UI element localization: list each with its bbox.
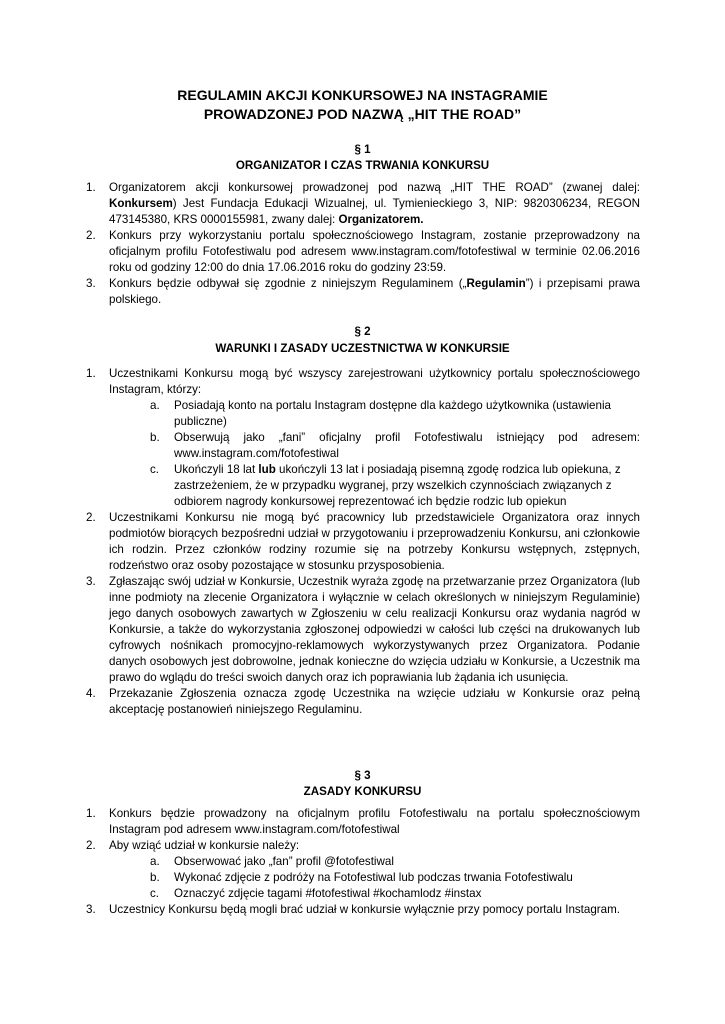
section-3-mark: § 3 — [354, 769, 371, 782]
subitem-text: Oznaczyć zdjęcie tagami #fotofestiwal #kochamlodz #instax — [174, 887, 482, 900]
item-number: 2. — [86, 839, 96, 852]
item-text: Uczestnicy Konkursu będą mogli brać udział w konkursie wyłącznie przy pomocy portalu Instagram. — [109, 903, 620, 916]
section-1-list — [86, 180, 640, 308]
item-number: 3. — [86, 575, 96, 588]
section-3-heading: ZASADY KONKURSU — [303, 785, 422, 798]
item-bold-term: Organizatorem. — [338, 213, 424, 226]
section-3-subitem-b — [86, 870, 640, 886]
item-text: Zgłaszając swój udział w Konkursie, Uczestnik wyraża zgodę na przetwarzanie przez Organizatora (lub inne podmioty na zlecenie Organizatora i wyłącznie w celach określonych w niniejszym Regulaminie) jego danych osobowych zawartych w Zgłoszeniu w celu realizacji Konkursu oraz wydania nagród w Konkursie, a także do wykorzystania zgłoszonej odpowiedzi w całości lub części na drukowanych lub cyfrowych nośnikach promocyjno-reklamowych wykorzystywanych przez Organizatora. Podanie danych osobowych jest dobrowolne, jednak konieczne do wzięcia udziału w Konkursie, a Uczestnik ma prawo do wglądu do treści swoich danych oraz ich poprawiania lub żądania ich usunięcia. — [109, 575, 640, 684]
section-2-list — [86, 366, 640, 718]
section-2-item-3 — [86, 574, 640, 686]
section-1-item-2 — [86, 228, 640, 276]
section-3-item-1 — [86, 806, 640, 838]
subitem-label: b. — [150, 431, 160, 444]
section-1-mark: § 1 — [354, 143, 371, 156]
section-3-subitem-a — [86, 854, 640, 870]
subitem-text: Obserwują jako „fani” oficjalny profil Fotofestiwalu istniejący pod adresem: www.instagram.com/fotofestiwal — [174, 431, 640, 460]
document-title-line-1: REGULAMIN AKCJI KONKURSOWEJ NA INSTAGRAMIE — [177, 87, 548, 103]
section-3-item-2 — [86, 838, 640, 854]
document-title-line-2: PROWADZONEJ POD NAZWĄ „HIT THE ROAD” — [203, 106, 522, 122]
subitem-text: ukończyli 13 lat i posiadają pisemną zgodę rodzica lub opiekuna, z zastrzeżeniem, że w przypadku wygranej, przy wszelkich czynnościach związanych z odbiorem nagrody konkursowej reprezentować ich będzie rodzic lub opiekun — [174, 463, 621, 508]
section-2-subitem-b — [86, 430, 640, 462]
item-text: Organizatorem akcji konkursowej prowadzonej pod nazwą „HIT THE ROAD” (zwanej dalej: — [109, 181, 640, 194]
item-number: 1. — [86, 181, 96, 194]
subitem-label: b. — [150, 871, 160, 884]
subitem-label: a. — [150, 855, 160, 868]
item-text: Przekazanie Zgłoszenia oznacza zgodę Uczestnika na wzięcie udziału w Konkursie oraz pełną akceptację postanowień niniejszego Regulaminu. — [109, 687, 640, 716]
item-bold-term: Konkursem — [109, 197, 173, 210]
item-text: Uczestnikami Konkursu mogą być wszyscy zarejestrowani użytkownicy portalu społecznościowego Instagram, którzy: — [109, 367, 640, 396]
section-2-item-4 — [86, 686, 640, 718]
item-text: Uczestnikami Konkursu nie mogą być pracownicy lub przedstawiciele Organizatora oraz innych podmiotów biorących bezpośredni udział w przygotowaniu i przeprowadzeniu Konkursu, ani członkowie ich rodzin. Przez członków rodziny rozumie się na potrzeby Konkursu wstępnych, zstępnych, rodzeństwo oraz osoby pozostające w stosunku przysposobienia. — [109, 511, 640, 572]
item-text: Konkurs przy wykorzystaniu portalu społecznościowego Instagram, zostanie przeprowadzony na oficjalnym profilu Fotofestiwalu pod adresem www.instagram.com/fotofestiwal w terminie 02.06.2016 roku od godziny 12:00 do dnia 17.06.2016 roku do godziny 23:59. — [109, 229, 640, 274]
item-text: Konkurs będzie odbywał się zgodnie z niniejszym Regulaminem („ — [109, 277, 467, 290]
section-3-list — [86, 806, 640, 918]
item-text: Aby wziąć udział w konkursie należy: — [109, 839, 300, 852]
item-number: 2. — [86, 511, 96, 524]
item-number: 1. — [86, 807, 96, 820]
item-number: 4. — [86, 687, 96, 700]
section-3-subitem-c — [86, 886, 640, 902]
section-1-item-1 — [86, 180, 640, 228]
subitem-label: c. — [150, 887, 160, 900]
item-number: 1. — [86, 367, 96, 380]
item-bold-term: Regulamin — [466, 277, 526, 290]
item-text: Konkurs będzie prowadzony na oficjalnym profilu Fotofestiwalu na portalu społecznościowym Instagram pod adresem www.instagram.com/fotofestiwal — [109, 807, 640, 836]
item-number: 2. — [86, 229, 96, 242]
subitem-label: a. — [150, 399, 160, 412]
subitem-label: c. — [150, 463, 160, 476]
item-text: ) Jest Fundacja Edukacji Wizualnej, ul. Tymienieckiego 3, NIP: 9820306234, REGON 473145380, KRS 0000155981, zwany dalej: — [109, 197, 640, 226]
section-1-item-3 — [86, 276, 640, 308]
section-2-item-2 — [86, 510, 640, 574]
item-number: 3. — [86, 903, 96, 916]
subitem-text: Obserwować jako „fan” profil @fotofestiwal — [174, 855, 394, 868]
subitem-text: Posiadają konto na portalu Instagram dostępne dla każdego użytkownika (ustawienia publiczne) — [174, 399, 611, 428]
section-2-subitem-a — [86, 398, 640, 430]
section-2-item-1 — [86, 366, 640, 398]
subitem-text: Ukończyli 18 lat — [174, 463, 259, 476]
section-3-item-3 — [86, 902, 640, 918]
section-2-mark: § 2 — [354, 325, 371, 338]
subitem-text: Wykonać zdjęcie z podróży na Fotofestiwal lub podczas trwania Fotofestiwalu — [174, 871, 573, 884]
subitem-bold-term: lub — [258, 463, 276, 476]
section-2-heading: WARUNKI I ZASADY UCZESTNICTWA W KONKURSIE — [215, 342, 510, 355]
section-1-heading: ORGANIZATOR I CZAS TRWANIA KONKURSU — [235, 159, 490, 172]
section-2-subitem-c — [86, 462, 640, 510]
item-text: ”) i przepisami prawa polskiego. — [109, 277, 641, 306]
item-number: 3. — [86, 277, 96, 290]
